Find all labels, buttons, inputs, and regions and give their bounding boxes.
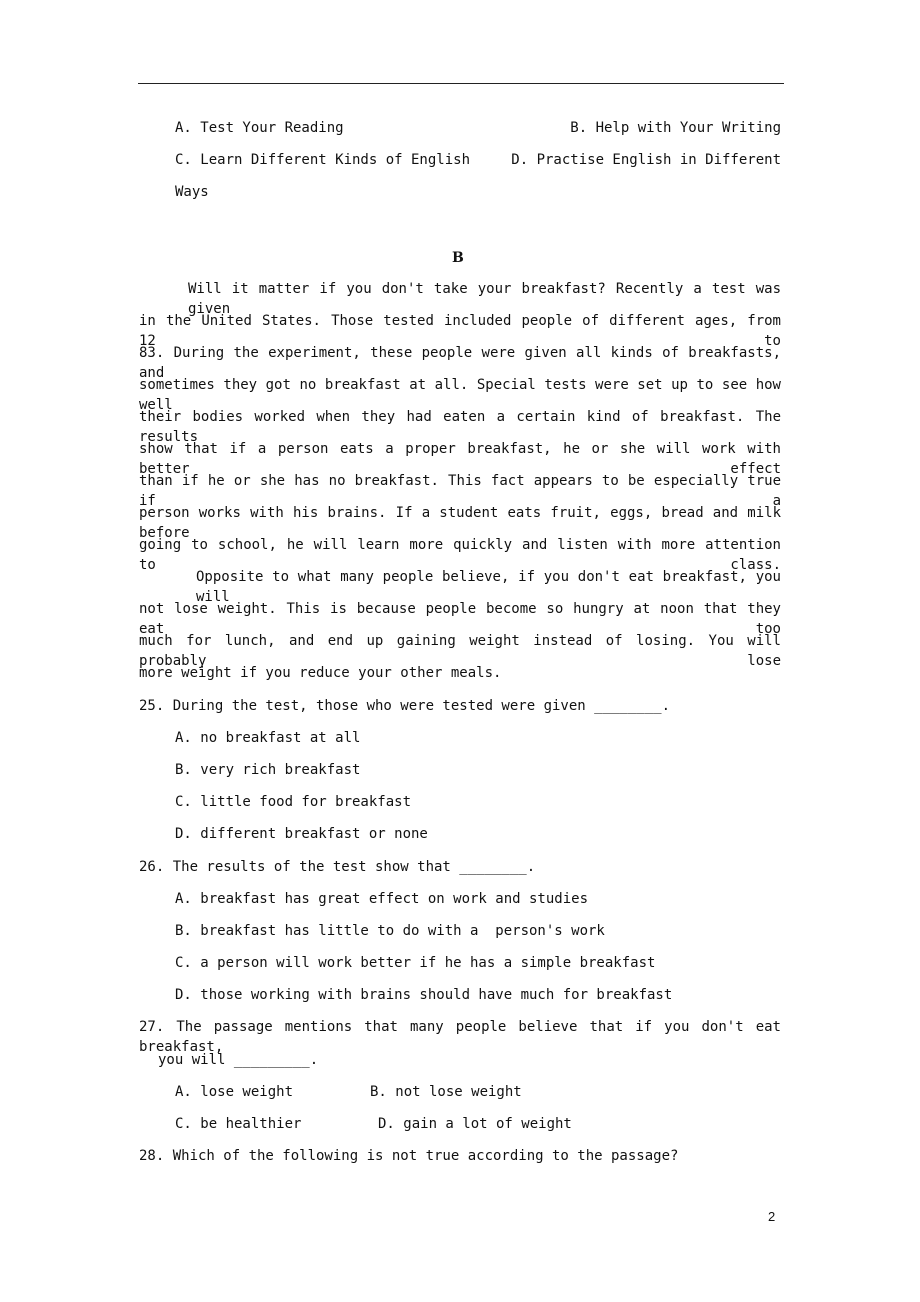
prev-option-d-continued: Ways xyxy=(175,184,209,200)
prev-option-b: B. Help with Your Writing xyxy=(570,120,781,136)
passage-line: person works with his brains. If a student eats fruit, eggs, bread and milk before xyxy=(139,505,781,541)
question-stem-continued: you will _________. xyxy=(158,1052,319,1068)
section-heading: B xyxy=(452,250,464,266)
question-option: D. gain a lot of weight xyxy=(378,1116,572,1132)
question-option: C. be healthier xyxy=(175,1116,302,1132)
question-option: C. a person will work better if he has a simple breakfast xyxy=(175,955,656,971)
passage-line: not lose weight. This is because people become so hungry at noon that they eat too xyxy=(139,601,781,637)
page-number: 2 xyxy=(768,1209,776,1224)
passage-line: their bodies worked when they had eaten a certain kind of breakfast. The results xyxy=(139,409,781,445)
header-rule xyxy=(138,83,784,84)
question-option: B. very rich breakfast xyxy=(175,762,361,778)
question-option: C. little food for breakfast xyxy=(175,794,412,810)
passage-line: sometimes they got no breakfast at all. Special tests were set up to see how well xyxy=(139,377,781,413)
passage-line: show that if a person eats a proper breakfast, he or she will work with better effect xyxy=(139,441,781,477)
passage-line: more weight if you reduce your other meals. xyxy=(139,665,502,681)
prev-option-d: D. Practise English in Different xyxy=(511,152,781,168)
passage-line: Will it matter if you don't take your breakfast? Recently a test was given xyxy=(188,281,781,317)
question-option: D. those working with brains should have much for breakfast xyxy=(175,987,673,1003)
passage-line: 83. During the experiment, these people were given all kinds of breakfasts, and xyxy=(139,345,781,381)
prev-option-a: A. Test Your Reading xyxy=(175,120,344,136)
question-option: A. lose weight xyxy=(175,1084,294,1100)
passage-line: going to school, he will learn more quickly and listen with more attention to class. xyxy=(139,537,781,573)
question-option: D. different breakfast or none xyxy=(175,826,428,842)
passage-line: in the United States. Those tested included people of different ages, from 12 to xyxy=(139,313,781,349)
passage-line: than if he or she has no breakfast. This fact appears to be especially true if a xyxy=(139,473,781,509)
passage-line: Opposite to what many people believe, if you don't eat breakfast, you will xyxy=(196,569,781,605)
question-stem: 26. The results of the test show that ________. xyxy=(139,859,536,875)
question-option: A. no breakfast at all xyxy=(175,730,361,746)
question-stem: 28. Which of the following is not true according to the passage? xyxy=(139,1148,679,1164)
passage-line: much for lunch, and end up gaining weight instead of losing. You will probably lose xyxy=(139,633,781,669)
prev-option-c: C. Learn Different Kinds of English xyxy=(175,152,471,168)
question-stem: 27. The passage mentions that many people believe that if you don't eat breakfast, xyxy=(139,1019,781,1055)
question-option: A. breakfast has great effect on work and studies xyxy=(175,891,589,907)
question-option: B. not lose weight xyxy=(370,1084,522,1100)
question-stem: 25. During the test, those who were tested were given ________. xyxy=(139,698,671,714)
question-option: B. breakfast has little to do with a person's work xyxy=(175,923,605,939)
